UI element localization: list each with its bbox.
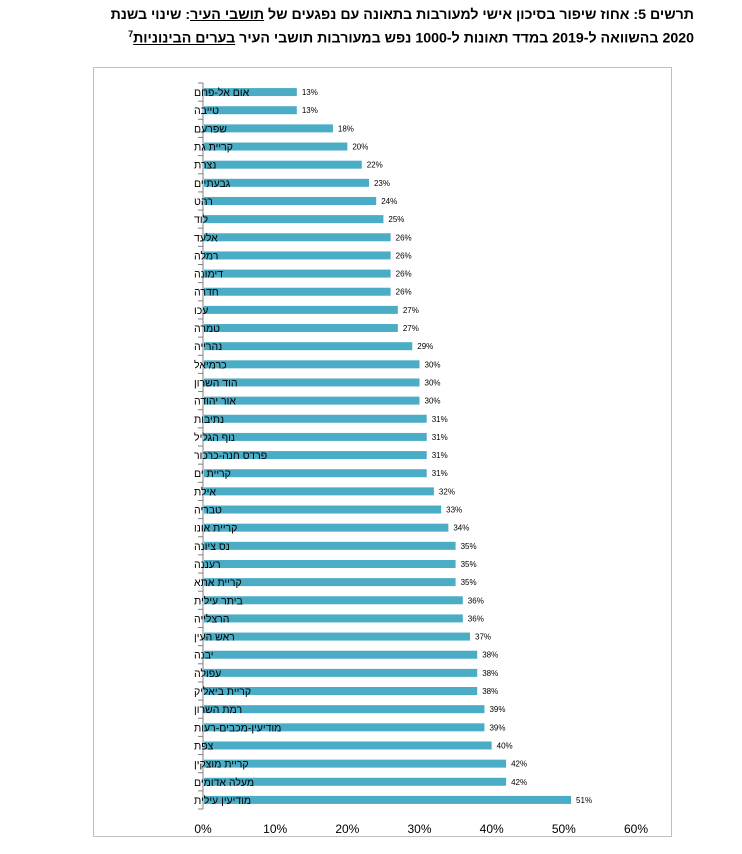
value-label: 31% [431,469,448,479]
value-label: 25% [388,215,405,225]
bar [204,233,391,241]
value-label: 42% [511,759,528,769]
category-label: נס ציונה [194,540,230,553]
category-label: קריית ים [194,468,231,481]
category-label: כרמיאל [194,359,227,372]
category-label: רמת השרון [194,704,243,717]
value-label: 26% [395,269,412,279]
bar [204,542,456,550]
x-tick-label: 60% [623,822,649,836]
category-label: נהרייה [194,341,223,354]
value-label: 24% [381,196,398,206]
bar [204,251,391,259]
x-tick-label: 40% [479,822,504,836]
value-label: 42% [511,777,528,787]
category-label: פרדס חנה-כרכור [194,450,268,463]
value-label: 32% [438,487,455,497]
category-label: מעלה אדומים [194,776,255,789]
value-label: 35% [460,559,477,569]
title-part-2: תושבי העיר [190,7,265,23]
value-label: 29% [417,342,434,352]
bar [204,487,434,495]
bar [204,215,383,223]
value-label: 38% [482,650,499,660]
category-label: קריית אתא [194,577,242,590]
category-label: חדרה [194,286,219,299]
value-label: 35% [460,541,477,551]
title-footnote: 7 [128,29,134,39]
category-label: שפרעם [194,123,227,136]
bar [204,524,448,532]
value-label: 27% [402,305,419,315]
category-label: יבנה [194,649,214,662]
value-label: 18% [337,124,354,134]
title-part-1: תרשים 5: אחוז שיפור בסיכון אישי למעורבות בתאונה עם נפגעים של [264,7,694,23]
category-label: קריית גת [194,141,233,154]
category-label: הוד השרון [194,377,238,390]
category-label: עכו [194,304,209,317]
category-label: קריית אונו [194,522,238,535]
category-label: מודיעין עילית [194,794,252,807]
x-tick-label: 20% [335,822,360,836]
bar [204,596,463,604]
category-label: אילת [194,486,216,499]
value-label: 38% [482,687,499,697]
value-label: 31% [431,414,448,424]
category-label: רעננה [194,558,221,571]
value-label: 39% [489,723,506,733]
value-label: 51% [576,795,593,805]
x-tick-label: 50% [551,822,576,836]
category-label: טבריה [194,504,222,517]
value-label: 22% [366,160,383,170]
category-label: טייבה [194,105,220,118]
bar [204,270,391,278]
value-label: 26% [395,233,412,243]
bar [204,197,376,205]
bar [204,360,420,368]
bar [204,161,362,169]
bar [204,796,571,804]
category-label: טמרה [194,323,221,336]
value-label: 26% [395,251,412,261]
value-label: 39% [489,705,506,715]
value-label: 27% [402,324,419,334]
bar [204,760,506,768]
category-label: הרצלייה [194,613,230,626]
bar [204,397,420,405]
bar [204,614,463,622]
value-label: 36% [467,596,484,606]
value-label: 13% [301,106,318,116]
bar [204,669,477,677]
category-label: מודיעין-מכבים-רעות [194,722,282,735]
category-label: נוף הגליל [194,431,236,444]
value-label: 26% [395,287,412,297]
bar [204,342,412,350]
category-label: אום אל-פחם [194,87,250,100]
title-part-3: : שינוי בשנת 2020 בהשוואה ל-2019 במדד תאונות ל-1000 נפש במעורבות תושבי העיר [110,7,694,47]
category-label: צפת [194,740,214,753]
value-label: 30% [424,396,441,406]
bar [204,560,456,568]
x-tick-label: 0% [194,822,212,836]
category-label: לוד [194,214,209,227]
bar [204,651,477,659]
category-label: עפולה [194,667,222,680]
value-label: 37% [475,632,492,642]
value-label: 38% [482,668,499,678]
value-label: 35% [460,578,477,588]
category-label: קריית ביאליק [194,686,252,699]
value-label: 33% [446,505,463,515]
category-label: אלעד [194,232,218,245]
category-label: אור יהודה [194,395,236,408]
bar [204,306,398,314]
bar [204,415,427,423]
x-tick-label: 10% [263,822,288,836]
bar [204,469,427,477]
value-label: 31% [431,451,448,461]
value-label: 36% [467,614,484,624]
bar [204,433,427,441]
category-label: נצרת [194,159,217,172]
value-label: 13% [301,88,318,98]
category-label: קריית מוצקין [194,758,249,771]
bar [204,633,470,641]
value-label: 30% [424,360,441,370]
category-label: גבעתיים [194,177,231,190]
bar [204,506,441,514]
category-label: דימונה [194,268,224,281]
bar [204,705,484,713]
value-label: 20% [352,142,369,152]
value-label: 40% [496,741,513,751]
title-part-4: בערים הבינוניות [133,30,236,47]
value-label: 31% [431,432,448,442]
value-label: 23% [373,178,390,188]
category-label: נתיבות [194,413,225,426]
bar [204,578,456,586]
bar [204,741,492,749]
category-label: רהט [194,195,213,208]
value-label: 30% [424,378,441,388]
category-label: ראש העין [194,631,235,644]
value-label: 34% [453,523,470,533]
category-label: רמלה [194,250,219,263]
bar [204,288,391,296]
bar [204,324,398,332]
x-tick-label: 30% [407,822,432,836]
category-label: ביתר עילית [194,595,243,608]
